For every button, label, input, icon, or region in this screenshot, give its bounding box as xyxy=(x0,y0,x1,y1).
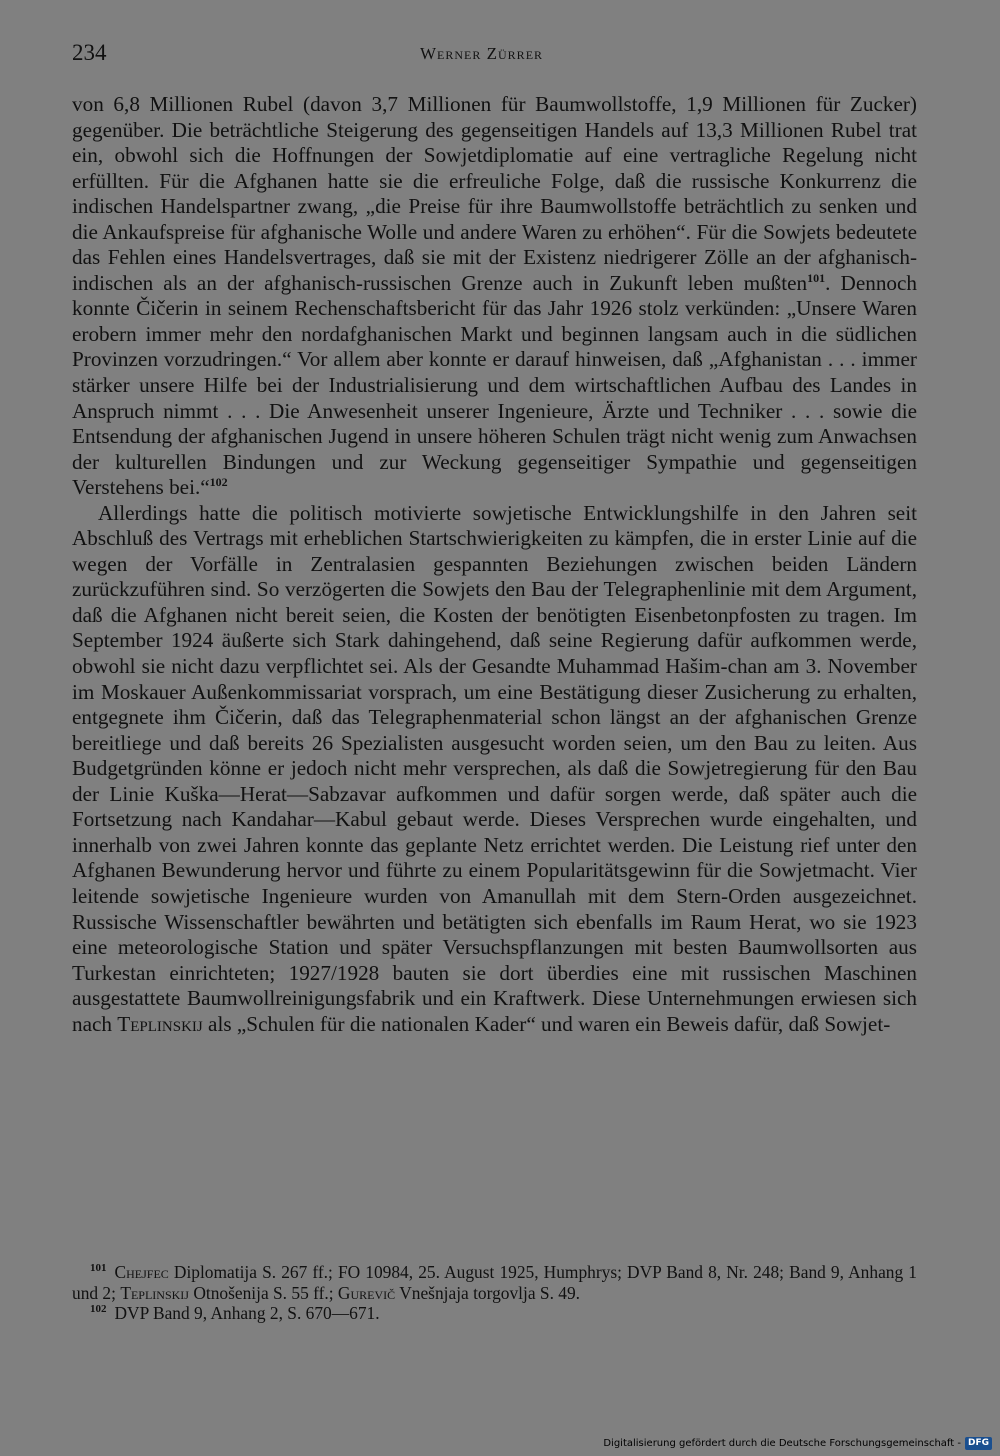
paragraph-2-text-b: als „Schulen für die nationalen Kader“ und waren ein Beweis dafür, daß Sowjet- xyxy=(208,1011,891,1036)
footnote-101-author-3: Gurevič xyxy=(337,1282,396,1303)
paragraph-2 xyxy=(72,501,917,1037)
footnote-102-number: 102 xyxy=(90,1303,107,1316)
footnote-101-author-2: Teplinskij xyxy=(120,1282,189,1303)
footnote-ref-102[interactable]: 102 xyxy=(209,475,228,490)
footnote-101-text-1: Diplomatija S. 267 ff.; FO 10984, 25. August 1925, Humphrys; DVP Band 8, Nr. 248; Band 9, Anhang 1 und 2; xyxy=(72,1262,917,1303)
footnote-101-number: 101 xyxy=(90,1262,107,1275)
paragraph-1 xyxy=(72,92,917,501)
footnote-101-text-3: Vnešnjaja torgovlja S. 49. xyxy=(399,1282,581,1303)
footnote-101-text-2: Otnošenija S. 55 ff.; xyxy=(193,1282,334,1303)
paragraph-1-text-b: . Dennoch konnte Čičerin in seinem Rechenschaftsbericht für das Jahr 1926 stolz verkünden: „Unsere Waren erobern immer mehr den nordafghanischen Markt und beginnen langsam auch in die südlichen Provinzen vorzudringen.“ Vor allem aber konnte er darauf hinweisen, daß „Afghanistan . . . immer stärker unsere Hilfe bei der Industrialisierung und dem wirtschaftlichen Aufbau des Landes in Anspruch nimmt . . . Die Anwesenheit unserer Ingenieure, Ärzte und Techniker . . . sowie die Entsendung der afghanischen Jugend in unsere höheren Schulen trägt nicht wenig zum Anwachsen der kulturellen Bindungen und zur Weckung gegenseitiger Sympathie und gegenseitigen Verstehens bei.“ xyxy=(72,270,918,500)
footnote-ref-101[interactable]: 101 xyxy=(807,270,826,285)
footnote-101-author-1: Chejfec xyxy=(114,1262,169,1282)
running-head: Werner Zürrer xyxy=(420,44,544,63)
footnote-102-text: DVP Band 9, Anhang 2, S. 670—671. xyxy=(114,1303,380,1323)
paragraph-2-author: Teplinskij xyxy=(117,1011,203,1036)
body-text xyxy=(72,92,917,1037)
digitization-text: Digitalisierung gefördert durch die Deutsche Forschungsgemeinschaft - xyxy=(603,1437,961,1449)
paragraph-1-text-a: von 6,8 Millionen Rubel (davon 3,7 Millionen für Baumwollstoffe, 1,9 Millionen für Zucker) gegenüber. Die beträchtliche Steigerung des gegenseitigen Handels auf 13,3 Millionen Rubel trat ein, obwohl sich die Hoffnungen der Sowjetdiplomatie auf eine vertragliche Regelung nicht erfüllten. Für die Afghanen hatte sie die erfreuliche Folge, daß die russische Konkurrenz die indischen Handelspartner zwang, „die Preise für ihre Baumwollstoffe beträchtlich zu senken und die Ankaufspreise für afghanische Wolle und andere Waren zu erhöhen“. Für die Sowjets bedeutete das Fehlen eines Handelsvertrages, daß sie mit der Existenz niedrigerer Zölle an der afghanisch-indischen als an der afghanisch-russischen Grenze auch in Zukunft leben mußten xyxy=(72,92,917,295)
digitization-notice xyxy=(603,1436,992,1450)
footnote-102 xyxy=(72,1303,917,1324)
dfg-logo-icon: DFG xyxy=(965,1437,992,1450)
footnote-101 xyxy=(72,1262,917,1303)
paragraph-2-text-a: Allerdings hatte die politisch motivierte sowjetische Entwicklungshilfe in den Jahren seit Abschluß des Vertrags mit erheblichen Startschwierigkeiten zu kämpfen, die in erster Linie auf die wegen der Vorfälle in Zentralasien gespannten Beziehungen zwischen beiden Ländern zurückzuführen sind. So verzögerten die Sowjets den Bau der Telegraphenlinie mit dem Argument, daß die Afghanen nicht bereit seien, die Kosten der benötigten Eisenbetonpfosten zu tragen. Im September 1924 äußerte sich Stark dahingehend, daß seine Regierung dafür aufkommen werde, obwohl sie nicht dazu verpflichtet sei. Als der Gesandte Muhammad Hašim-chan am 3. November im Moskauer Außenkommissariat vorsprach, um eine Bestätigung dieser Zusicherung zu erhalten, entgegnete ihm Čičerin, daß das Telegraphenmaterial schon längst an der afghanischen Grenze bereitliege und daß bereits 26 Spezialisten ausgesucht worden seien, um den Bau zu leiten. Aus Budgetgründen könne er jedoch nicht mehr versprechen, als daß die Sowjetregierung für den Bau der Linie Kuška—Herat—Sabzavar aufkommen und dafür sorgen werde, daß später auch die Fortsetzung nach Kandahar—Kabul gebaut werde. Dieses Versprechen wurde eingehalten, und innerhalb von zwei Jahren konnte das geplante Netz errichtet werden. Die Leistung rief unter den Afghanen Bewunderung hervor und führte zu einem Popularitätsgewinn für die Sowjetmacht. Vier leitende sowjetische Ingenieure wurden von Amanullah mit dem Stern-Orden ausgezeichnet. Russische Wissenschaftler bewährten und betätigten sich ebenfalls im Raum Herat, wo sie 1923 eine meteorologische Station und später Versuchspflanzungen mit besten Baumwollsorten aus Turkestan einrichteten; 1927/1928 bauten sie dort überdies eine mit russischen Maschinen ausgestattete Baumwollreinigungsfabrik und ein Kraftwerk. Diese Unternehmungen erwiesen sich nach xyxy=(72,500,917,1036)
footnotes xyxy=(72,1262,917,1324)
page-number: 234 xyxy=(72,40,107,65)
